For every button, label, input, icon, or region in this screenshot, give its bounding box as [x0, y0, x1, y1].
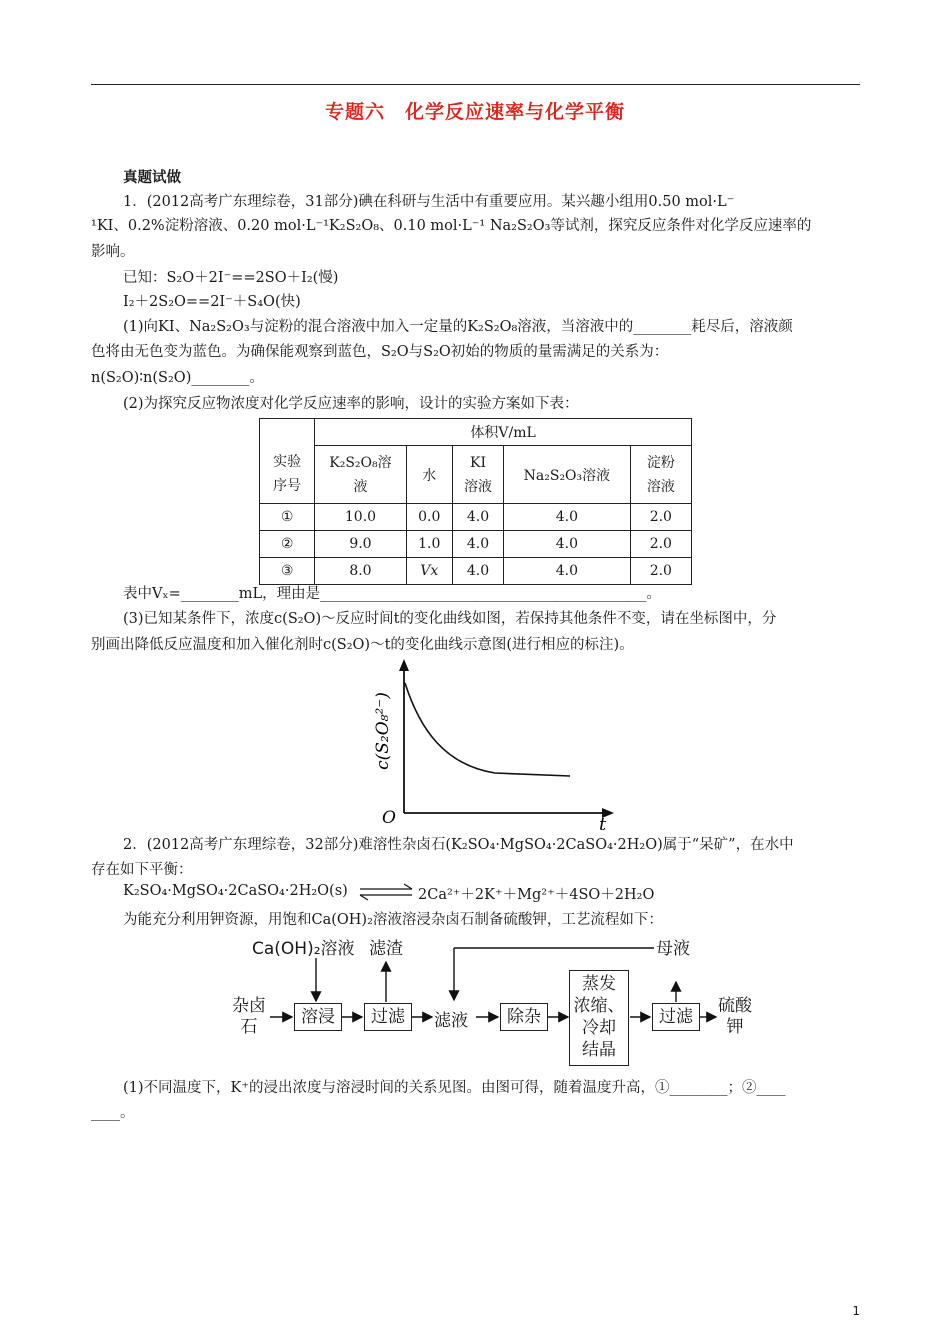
q1-part2: (2)为探究反应物浓度对化学反应速率的影响，设计的实验方案如下表：	[123, 396, 579, 412]
table-col-ki: KI 溶液	[452, 446, 503, 504]
q1-line2: ¹KI、0.2%淀粉溶液、0.20 mol·L⁻¹K₂S₂O₈、0.10 mol·L⁻¹ Na₂S₂O₃等试剂，探究反应条件对化学反应速率的	[91, 218, 812, 234]
graph-xlabel: t	[599, 814, 607, 830]
concentration-time-graph	[370, 655, 620, 830]
q2-sub1-a: (1)不同温度下，K⁺的浸出浓度与溶浸时间的关系见图。由图可得，随着温度升高，①________；②____	[123, 1080, 786, 1096]
table-volume-header: 体积V/mL	[315, 419, 692, 446]
section-heading: 真题试做	[123, 170, 181, 186]
flow-filtrate: 滤液	[434, 1011, 468, 1031]
flow-caoh-solution: Ca(OH)₂溶液	[252, 939, 355, 959]
flow-evaporate-box: 蒸发 浓缩、 冷却 结晶	[569, 970, 629, 1066]
equilibrium-arrows	[358, 883, 416, 901]
q1-line1: 1．(2012高考广东理综卷，31部分)碘在科研与生活中有重要应用。某兴趣小组用0.50 mol·L⁻	[123, 194, 735, 210]
table-col-starch: 淀粉 溶液	[630, 446, 691, 504]
table-row: ② 9.0 1.0 4.0 4.0 2.0	[260, 531, 692, 558]
q2-line3: 为能充分利用钾资源，用饱和Ca(OH)₂溶液溶浸杂卤石制备硫酸钾，工艺流程如下：	[123, 912, 663, 928]
q2-sub1-b: ____。	[91, 1105, 135, 1121]
table-row: ③ 8.0 Vx 4.0 4.0 2.0	[260, 558, 692, 585]
flow-raw-material: 杂卤 石	[232, 996, 266, 1037]
experiment-table	[259, 418, 692, 585]
q1-part1-c: n(S₂O)∶n(S₂O)________。	[91, 370, 264, 386]
q1-line3: 影响。	[91, 244, 135, 260]
q1-part2-answer: 表中Vₓ=________mL，理由是_____________________________________________。	[123, 586, 661, 602]
q1-part1-b: 色将由无色变为蓝色。为确保能观察到蓝色，S₂O与S₂O初始的物质的量需满足的关系为：	[91, 344, 669, 360]
q2-eq-left: K₂SO₄·MgSO₄·2CaSO₄·2H₂O(s)	[123, 883, 348, 899]
y-axis-arrow	[399, 659, 409, 671]
flow-filter2-box: 过滤	[652, 1003, 700, 1031]
flow-product: 硫酸 钾	[718, 996, 752, 1037]
graph-ylabel: c(S₂O₈²⁻)	[373, 692, 393, 770]
q2-line1: 2．(2012高考广东理综卷，32部分)难溶性杂卤石(K₂SO₄·MgSO₄·2CaSO₄·2H₂O)属于“呆矿”，在水中	[123, 837, 794, 853]
concentration-curve	[405, 683, 570, 776]
q1-known1: 已知：S₂O＋2I⁻==2SO＋I₂(慢)	[123, 270, 339, 286]
header-rule	[91, 84, 860, 85]
flow-purify-box: 除杂	[500, 1003, 548, 1031]
q2-line2: 存在如下平衡：	[91, 862, 193, 878]
table-corner	[260, 419, 315, 446]
q1-known2: I₂＋2S₂O==2I⁻＋S₄O(快)	[123, 294, 301, 310]
graph-origin: O	[382, 808, 396, 828]
table-col-exp: 实验 序号	[260, 446, 315, 504]
table-row: ① 10.0 0.0 4.0 4.0 2.0	[260, 504, 692, 531]
q2-eq-right: 2Ca²⁺＋2K⁺＋Mg²⁺＋4SO＋2H₂O	[418, 887, 655, 903]
flow-mother-liquor: 母液	[656, 939, 690, 959]
flow-leach-box: 溶浸	[294, 1003, 342, 1031]
table-col-water: 水	[406, 446, 452, 504]
table-col-na2s2o3: Na₂S₂O₃溶液	[504, 446, 631, 504]
page-number: 1	[852, 1304, 860, 1318]
q1-part3-b: 别画出降低反应温度和加入催化剂时c(S₂O)～t的变化曲线示意图(进行相应的标注)。	[91, 637, 634, 653]
q1-part1-a: (1)向KI、Na₂S₂O₃与淀粉的混合溶液中加入一定量的K₂S₂O₈溶液，当溶液中的________耗尽后，溶液颜	[123, 319, 793, 335]
table-col-k2s2o8: K₂S₂O₈溶 液	[315, 446, 406, 504]
q1-part3-a: (3)已知某条件下，浓度c(S₂O)～反应时间t的变化曲线如图，若保持其他条件不变，请在坐标图中，分	[123, 611, 777, 627]
flow-filter1-box: 过滤	[364, 1003, 412, 1031]
flow-residue: 滤渣	[369, 939, 403, 959]
page-title: 专题六 化学反应速率与化学平衡	[324, 101, 625, 123]
